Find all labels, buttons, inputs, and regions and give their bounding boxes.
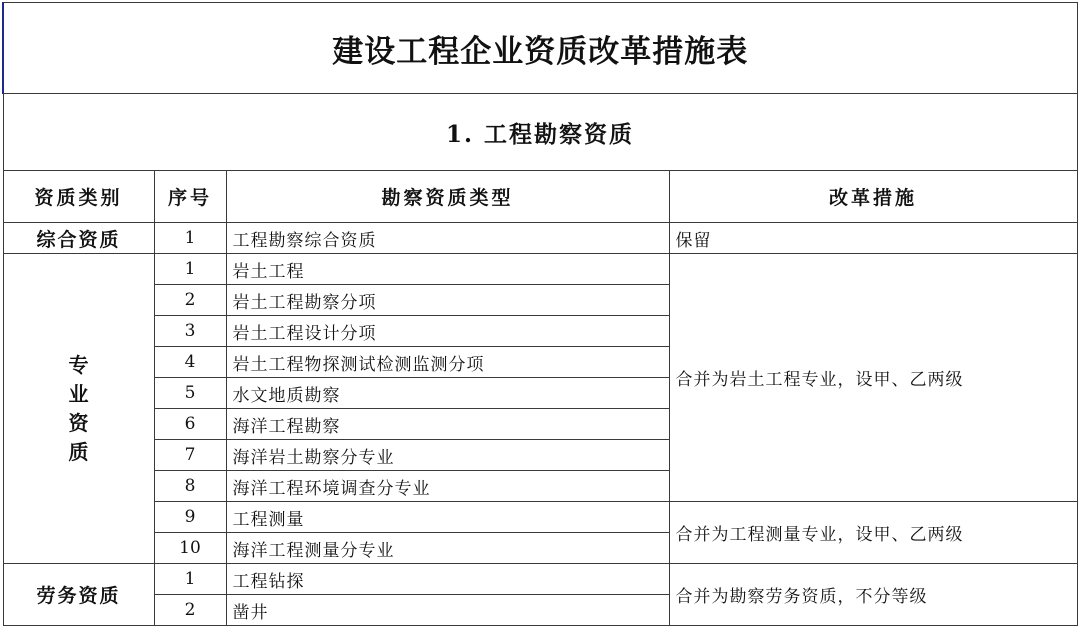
page-title: 建设工程企业资质改革措施表 <box>3 3 1077 94</box>
table-row <box>3 223 1077 254</box>
table-row <box>3 502 1077 533</box>
seq-cell: 9 <box>154 502 226 533</box>
category-char: 专 <box>68 352 89 377</box>
seq-cell: 4 <box>154 347 226 378</box>
seq-cell: 10 <box>154 533 226 564</box>
type-cell: 工程钻探 <box>226 564 669 595</box>
seq-cell: 1 <box>154 254 226 285</box>
type-cell: 海洋岩土勘察分专业 <box>226 440 669 471</box>
category-char: 业 <box>68 381 89 406</box>
table-header-row <box>3 171 1077 223</box>
type-cell: 岩土工程物探测试检测监测分项 <box>226 347 669 378</box>
type-cell: 岩土工程 <box>226 254 669 285</box>
reform-table-frame <box>2 2 1076 623</box>
type-cell: 水文地质勘察 <box>226 378 669 409</box>
header-category: 资质类别 <box>3 171 154 223</box>
measure-surveying: 合并为工程测量专业，设甲、乙两级 <box>669 502 1077 564</box>
type-cell: 岩土工程勘察分项 <box>226 285 669 316</box>
seq-cell: 1 <box>154 564 226 595</box>
category-char: 资 <box>68 410 89 435</box>
type-cell: 海洋工程勘察 <box>226 409 669 440</box>
seq-cell: 3 <box>154 316 226 347</box>
type-cell: 工程测量 <box>226 502 669 533</box>
type-cell: 岩土工程设计分项 <box>226 316 669 347</box>
category-professional <box>3 254 154 564</box>
category-labor: 劳务资质 <box>3 564 154 626</box>
measure-geotechnical: 合并为岩土工程专业，设甲、乙两级 <box>669 254 1077 502</box>
category-comprehensive: 综合资质 <box>3 223 154 254</box>
section-title: 1. 工程勘察资质 <box>3 94 1077 171</box>
table-row <box>3 564 1077 595</box>
header-measure: 改革措施 <box>669 171 1077 223</box>
measure-labor: 合并为勘察劳务资质，不分等级 <box>669 564 1077 626</box>
seq-cell: 6 <box>154 409 226 440</box>
type-cell: 海洋工程环境调查分专业 <box>226 471 669 502</box>
header-seq: 序号 <box>154 171 226 223</box>
reform-table <box>2 2 1078 626</box>
measure-comprehensive: 保留 <box>669 223 1077 254</box>
table-row <box>3 254 1077 285</box>
seq-cell: 1 <box>154 223 226 254</box>
type-cell: 工程勘察综合资质 <box>226 223 669 254</box>
seq-cell: 8 <box>154 471 226 502</box>
seq-cell: 2 <box>154 595 226 626</box>
category-char: 质 <box>68 439 89 464</box>
seq-cell: 5 <box>154 378 226 409</box>
type-cell: 凿井 <box>226 595 669 626</box>
seq-cell: 7 <box>154 440 226 471</box>
seq-cell: 2 <box>154 285 226 316</box>
type-cell: 海洋工程测量分专业 <box>226 533 669 564</box>
header-type: 勘察资质类型 <box>226 171 669 223</box>
